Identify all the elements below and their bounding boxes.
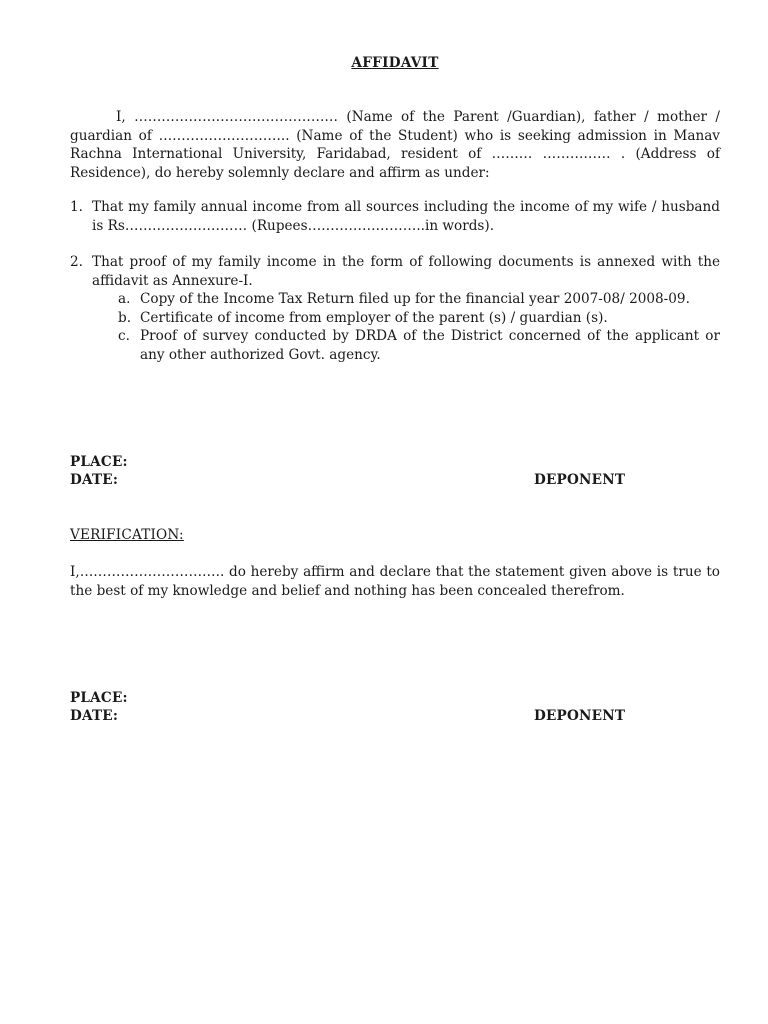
item-number: 1.	[70, 199, 83, 215]
sublist-item-b	[70, 309, 720, 328]
list-item	[70, 253, 720, 290]
sublist-container	[70, 290, 720, 364]
date-label-2: DATE:	[70, 708, 119, 724]
declaration-item-2	[70, 253, 720, 364]
intro-text: I, ……………………………………… (Name of the Parent /Guardian), father / mother / guardian of ……………………….. (Name of the Student) who is seeking admission in Manav Rachna International University, Faridabad, resident of ……… …………… . (Address of Residence), do hereby solemnly declare and affirm as under:	[70, 109, 720, 182]
intro-paragraph	[70, 108, 720, 183]
place-label: PLACE:	[70, 454, 128, 470]
sub-letter: a.	[118, 291, 131, 307]
sublist-item-a	[70, 290, 720, 309]
sub-text: Certificate of income from employer of the parent (s) / guardian (s).	[140, 309, 608, 326]
date-label: DATE:	[70, 472, 119, 488]
sub-letter: c.	[118, 328, 130, 344]
item-number: 2.	[70, 254, 83, 270]
list-item	[70, 198, 720, 235]
deponent-label-2: DEPONENT	[534, 708, 626, 724]
document-sublist	[70, 290, 720, 364]
sublist-item-c	[70, 327, 720, 364]
sub-text: Copy of the Income Tax Return filed up for the financial year 2007-08/ 2008-09.	[140, 291, 690, 307]
sub-letter: b.	[118, 309, 132, 326]
document-title: AFFIDAVIT	[351, 55, 439, 71]
item-text: That my family annual income from all sources including the income of my wife / husband is Rs……………………… (Rupees……………………..in words).	[92, 199, 720, 234]
sub-text: Proof of survey conducted by DRDA of the District concerned of the applicant or any other authorized Govt. agency.	[140, 328, 720, 363]
item-text: That proof of my family income in the form of following documents is annexed with the affidavit as Annexure-I.	[92, 254, 720, 289]
place-label-2: PLACE:	[70, 690, 128, 706]
deponent-label: DEPONENT	[534, 472, 626, 488]
verification-paragraph: I,………………………….. do hereby affirm and declare that the statement given above is true to the best of my knowledge and belief and nothing has been concealed therefrom.	[70, 564, 720, 599]
declaration-item-1	[70, 198, 720, 235]
verification-heading: VERIFICATION:	[70, 527, 184, 543]
